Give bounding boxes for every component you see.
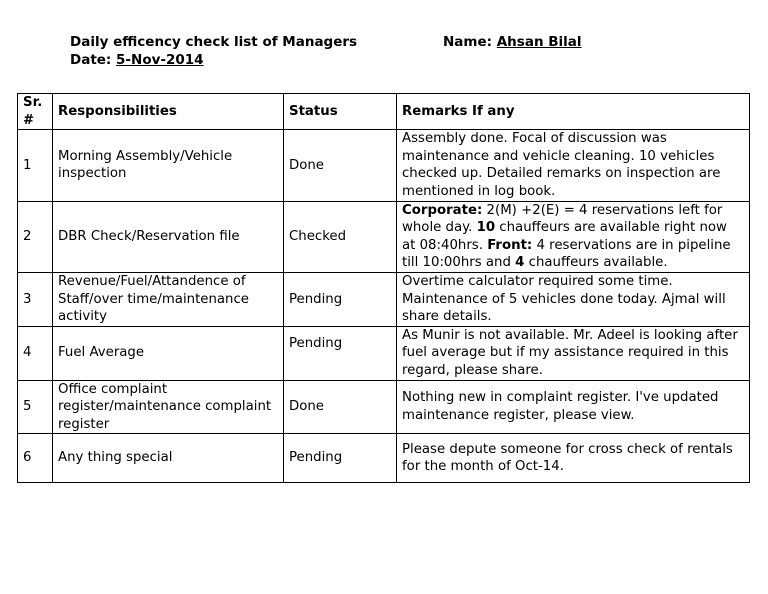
table-row <box>18 326 750 380</box>
status-cell: Done <box>284 130 397 201</box>
remarks-cell: Overtime calculator required some time. Maintenance of 5 vehicles done today. Ajmal will share details. <box>397 272 750 326</box>
date-value: 5-Nov-2014 <box>116 52 204 68</box>
table-row <box>18 130 750 201</box>
remarks-bold-count: 10 <box>476 220 496 236</box>
remarks-text: 2(M) +2(E) = 4 reservations left for whole day. <box>402 202 723 236</box>
responsibility-cell: Any thing special <box>53 434 284 483</box>
date-label: Date: <box>70 52 112 68</box>
date-line <box>70 51 357 69</box>
responsibility-cell: Fuel Average <box>53 326 284 380</box>
remarks-bold-front: Front: <box>487 237 533 253</box>
document-header <box>70 33 357 69</box>
status-cell: Pending <box>284 326 397 380</box>
responsibility-cell: Office complaint register/maintenance complaint register <box>53 380 284 434</box>
status-cell: Checked <box>284 201 397 272</box>
remarks-cell: Please depute someone for cross check of rentals for the month of Oct-14. <box>397 434 750 483</box>
remarks-cell: Nothing new in complaint register. I've updated maintenance register, please view. <box>397 380 750 434</box>
remarks-cell: As Munir is not available. Mr. Adeel is looking after fuel average but if my assistance required in this regard, please share. <box>397 326 750 380</box>
name-line <box>443 33 582 51</box>
table-row <box>18 380 750 434</box>
table-header-row <box>18 94 750 130</box>
status-cell: Pending <box>284 434 397 483</box>
document-title: Daily efficency check list of Managers <box>70 34 358 50</box>
sr-cell: 6 <box>18 434 53 483</box>
status-cell: Pending <box>284 272 397 326</box>
remarks-text: chauffeurs available. <box>524 255 668 271</box>
table-row <box>18 272 750 326</box>
sr-cell: 1 <box>18 130 53 201</box>
column-header-remarks: Remarks If any <box>397 94 750 130</box>
remarks-cell: Assembly done. Focal of discussion was maintenance and vehicle cleaning. 10 vehicles checked up. Detailed remarks on inspection are mentioned in log book. <box>397 130 750 201</box>
status-cell: Done <box>284 380 397 434</box>
remarks-bold-corporate: Corporate: <box>402 202 483 218</box>
responsibility-cell: Revenue/Fuel/Attandence of Staff/over time/maintenance activity <box>53 272 284 326</box>
remarks-text: 4 reservations are in pipeline till 10:00hrs and <box>402 237 731 271</box>
table-row <box>18 201 750 272</box>
name-value: Ahsan Bilal <box>496 34 582 50</box>
sr-cell: 5 <box>18 380 53 434</box>
sr-cell: 4 <box>18 326 53 380</box>
sr-cell: 2 <box>18 201 53 272</box>
column-header-sr: Sr. # <box>18 94 53 130</box>
remarks-bold-count: 4 <box>515 255 525 271</box>
remarks-text: chauffeurs are available right now at 08:40hrs. <box>402 220 727 253</box>
table-row <box>18 434 750 483</box>
sr-cell: 3 <box>18 272 53 326</box>
name-label: Name: <box>443 34 493 50</box>
column-header-responsibilities: Responsibilities <box>53 94 284 130</box>
responsibility-cell: DBR Check/Reservation file <box>53 201 284 272</box>
checklist-table <box>17 93 750 483</box>
responsibility-cell: Morning Assembly/Vehicle inspection <box>53 130 284 201</box>
column-header-status: Status <box>284 94 397 130</box>
remarks-cell <box>397 201 750 272</box>
